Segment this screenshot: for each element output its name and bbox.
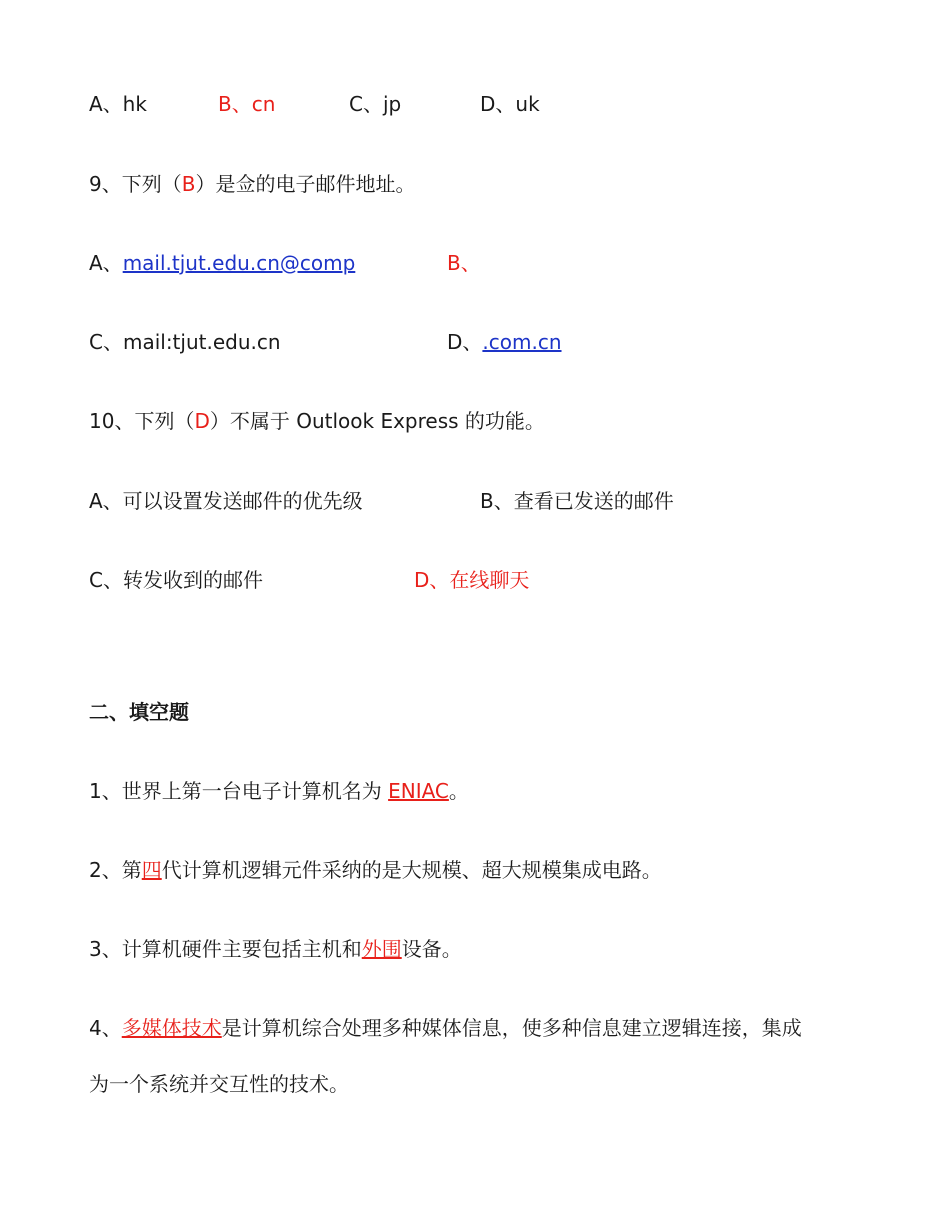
q10-answer: D: [194, 409, 210, 433]
q9-option-a: A、mail.tjut.edu.cn@comp: [89, 251, 356, 275]
q9-option-d: D、.com.cn: [447, 330, 562, 354]
fill-blank-4-answer: 多媒体技术: [121, 1016, 222, 1040]
q10-option-b: B、查看已发送的邮件: [480, 489, 674, 513]
q9-answer: B: [181, 172, 196, 196]
fill-blank-3: 3、计算机硬件主要包括主机和外围设备。: [89, 937, 462, 961]
q9-option-d-link[interactable]: .com.cn: [482, 330, 562, 354]
q9-option-a-link[interactable]: mail.tjut.edu.cn@comp: [122, 251, 356, 275]
q8-option-d: D、uk: [480, 92, 540, 116]
q9-option-b-answer: B、: [447, 251, 481, 275]
q9-question: 9、下列（B）是佥的电子邮件地址。: [89, 172, 416, 196]
fill-blank-2-answer: 四: [141, 858, 162, 882]
q10-option-d-answer: D、在线聊天: [414, 568, 530, 592]
q9-option-c: C、mail:tjut.edu.cn: [89, 330, 281, 354]
q10-question: 10、下列（D）不属于 Outlook Express 的功能。: [89, 409, 545, 433]
q8-option-b-answer: B、cn: [218, 92, 276, 116]
fill-blank-4: 4、多媒体技术是计算机综合处理多种媒体信息，使多种信息建立逻辑连接，集成: [89, 1016, 802, 1040]
fill-blank-1: 1、世界上第一台电子计算机名为 ENIAC。: [89, 779, 469, 803]
fill-blank-1-answer: ENIAC: [388, 779, 449, 803]
q8-option-c: C、jp: [349, 92, 402, 116]
fill-blank-2: 2、第四代计算机逻辑元件采纳的是大规模、超大规模集成电路。: [89, 858, 662, 882]
fill-blank-3-answer: 外围: [361, 937, 402, 961]
q10-option-a: A、可以设置发送邮件的优先级: [89, 489, 363, 513]
q10-option-c: C、转发收到的邮件: [89, 568, 263, 592]
fill-blank-4-continuation: 为一个系统并交互性的技术。: [89, 1072, 349, 1096]
section-heading: 二、填空题: [89, 700, 189, 724]
q8-option-a: A、hk: [89, 92, 147, 116]
